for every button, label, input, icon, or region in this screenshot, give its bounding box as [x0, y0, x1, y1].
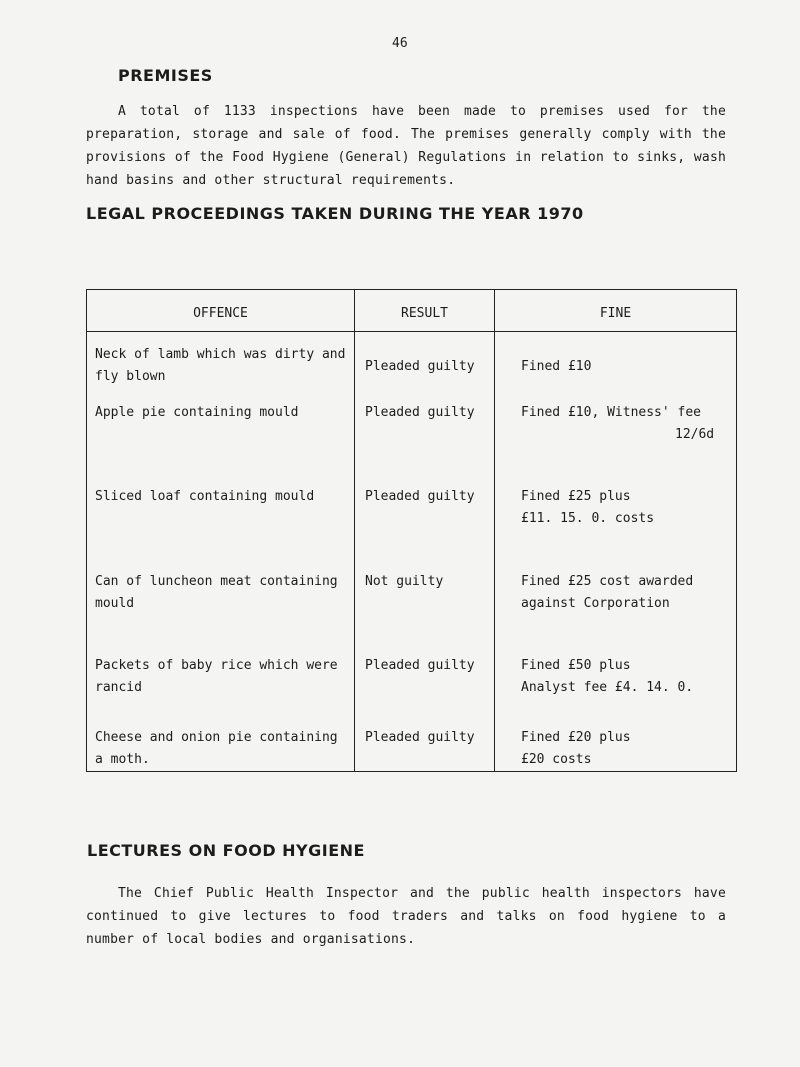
fine-line: Analyst fee £4. 14. 0.: [521, 679, 694, 695]
fine-cell: [495, 332, 737, 396]
result-cell: Pleaded guilty: [355, 721, 495, 772]
fine-line: Fined £50 plus: [521, 657, 631, 673]
table-row: [87, 565, 737, 649]
lectures-heading: LECTURES ON FOOD HYGIENE: [87, 841, 365, 860]
fine-line: Fined £10, Witness' fee: [521, 404, 702, 420]
fine-line: £20 costs: [521, 751, 592, 767]
fine-cell: [495, 565, 737, 649]
lectures-paragraph: The Chief Public Health Inspector and the public health inspectors have continued to give lectures to food traders and talks on food hygiene to a number of local bodies and organisations.: [86, 886, 726, 947]
table-row: [87, 332, 737, 396]
fine-cell: [495, 480, 737, 565]
table-header-row: [87, 290, 737, 332]
offence-cell: Cheese and onion pie containing a moth.: [87, 721, 355, 772]
table-row: [87, 721, 737, 772]
premises-paragraph: A total of 1133 inspections have been made to premises used for the preparation, storage and sale of food. The premises generally comply with the provisions of the Food Hygiene (General) Regulations in relation to sinks, wash hand basins and other structural requirements.: [86, 104, 726, 188]
fine-line: Fined £10: [521, 359, 592, 374]
premises-heading: PREMISES: [118, 66, 213, 85]
legal-proceedings-heading: LEGAL PROCEEDINGS TAKEN DURING THE YEAR 1970: [86, 204, 584, 223]
fine-line: £11. 15. 0. costs: [521, 510, 655, 526]
offence-cell: Apple pie containing mould: [87, 396, 355, 480]
result-cell: Pleaded guilty: [355, 396, 495, 480]
table-row: [87, 480, 737, 565]
page-number: 46: [392, 36, 408, 51]
column-header-offence: OFFENCE: [87, 290, 355, 332]
result-cell: Pleaded guilty: [355, 480, 495, 565]
fine-line: 12/6d: [675, 426, 715, 442]
offence-cell: Packets of baby rice which were rancid: [87, 649, 355, 721]
column-header-result: RESULT: [355, 290, 495, 332]
fine-cell: [495, 396, 737, 480]
table-row: [87, 396, 737, 480]
table-row: [87, 649, 737, 721]
legal-proceedings-table: [86, 289, 737, 772]
fine-line: against Corporation: [521, 595, 670, 611]
offence-cell: Sliced loaf containing mould: [87, 480, 355, 565]
offence-cell: Neck of lamb which was dirty and fly blown: [87, 332, 355, 396]
result-cell: Not guilty: [355, 565, 495, 649]
fine-cell: [495, 649, 737, 721]
result-cell: Pleaded guilty: [355, 332, 495, 396]
fine-cell: [495, 721, 737, 772]
fine-line: Fined £20 plus: [521, 729, 631, 745]
fine-line: Fined £25 plus: [521, 488, 631, 504]
offence-cell: Can of luncheon meat containing mould: [87, 565, 355, 649]
fine-line: Fined £25 cost awarded: [521, 573, 694, 589]
result-cell: Pleaded guilty: [355, 649, 495, 721]
column-header-fine: FINE: [495, 290, 737, 332]
